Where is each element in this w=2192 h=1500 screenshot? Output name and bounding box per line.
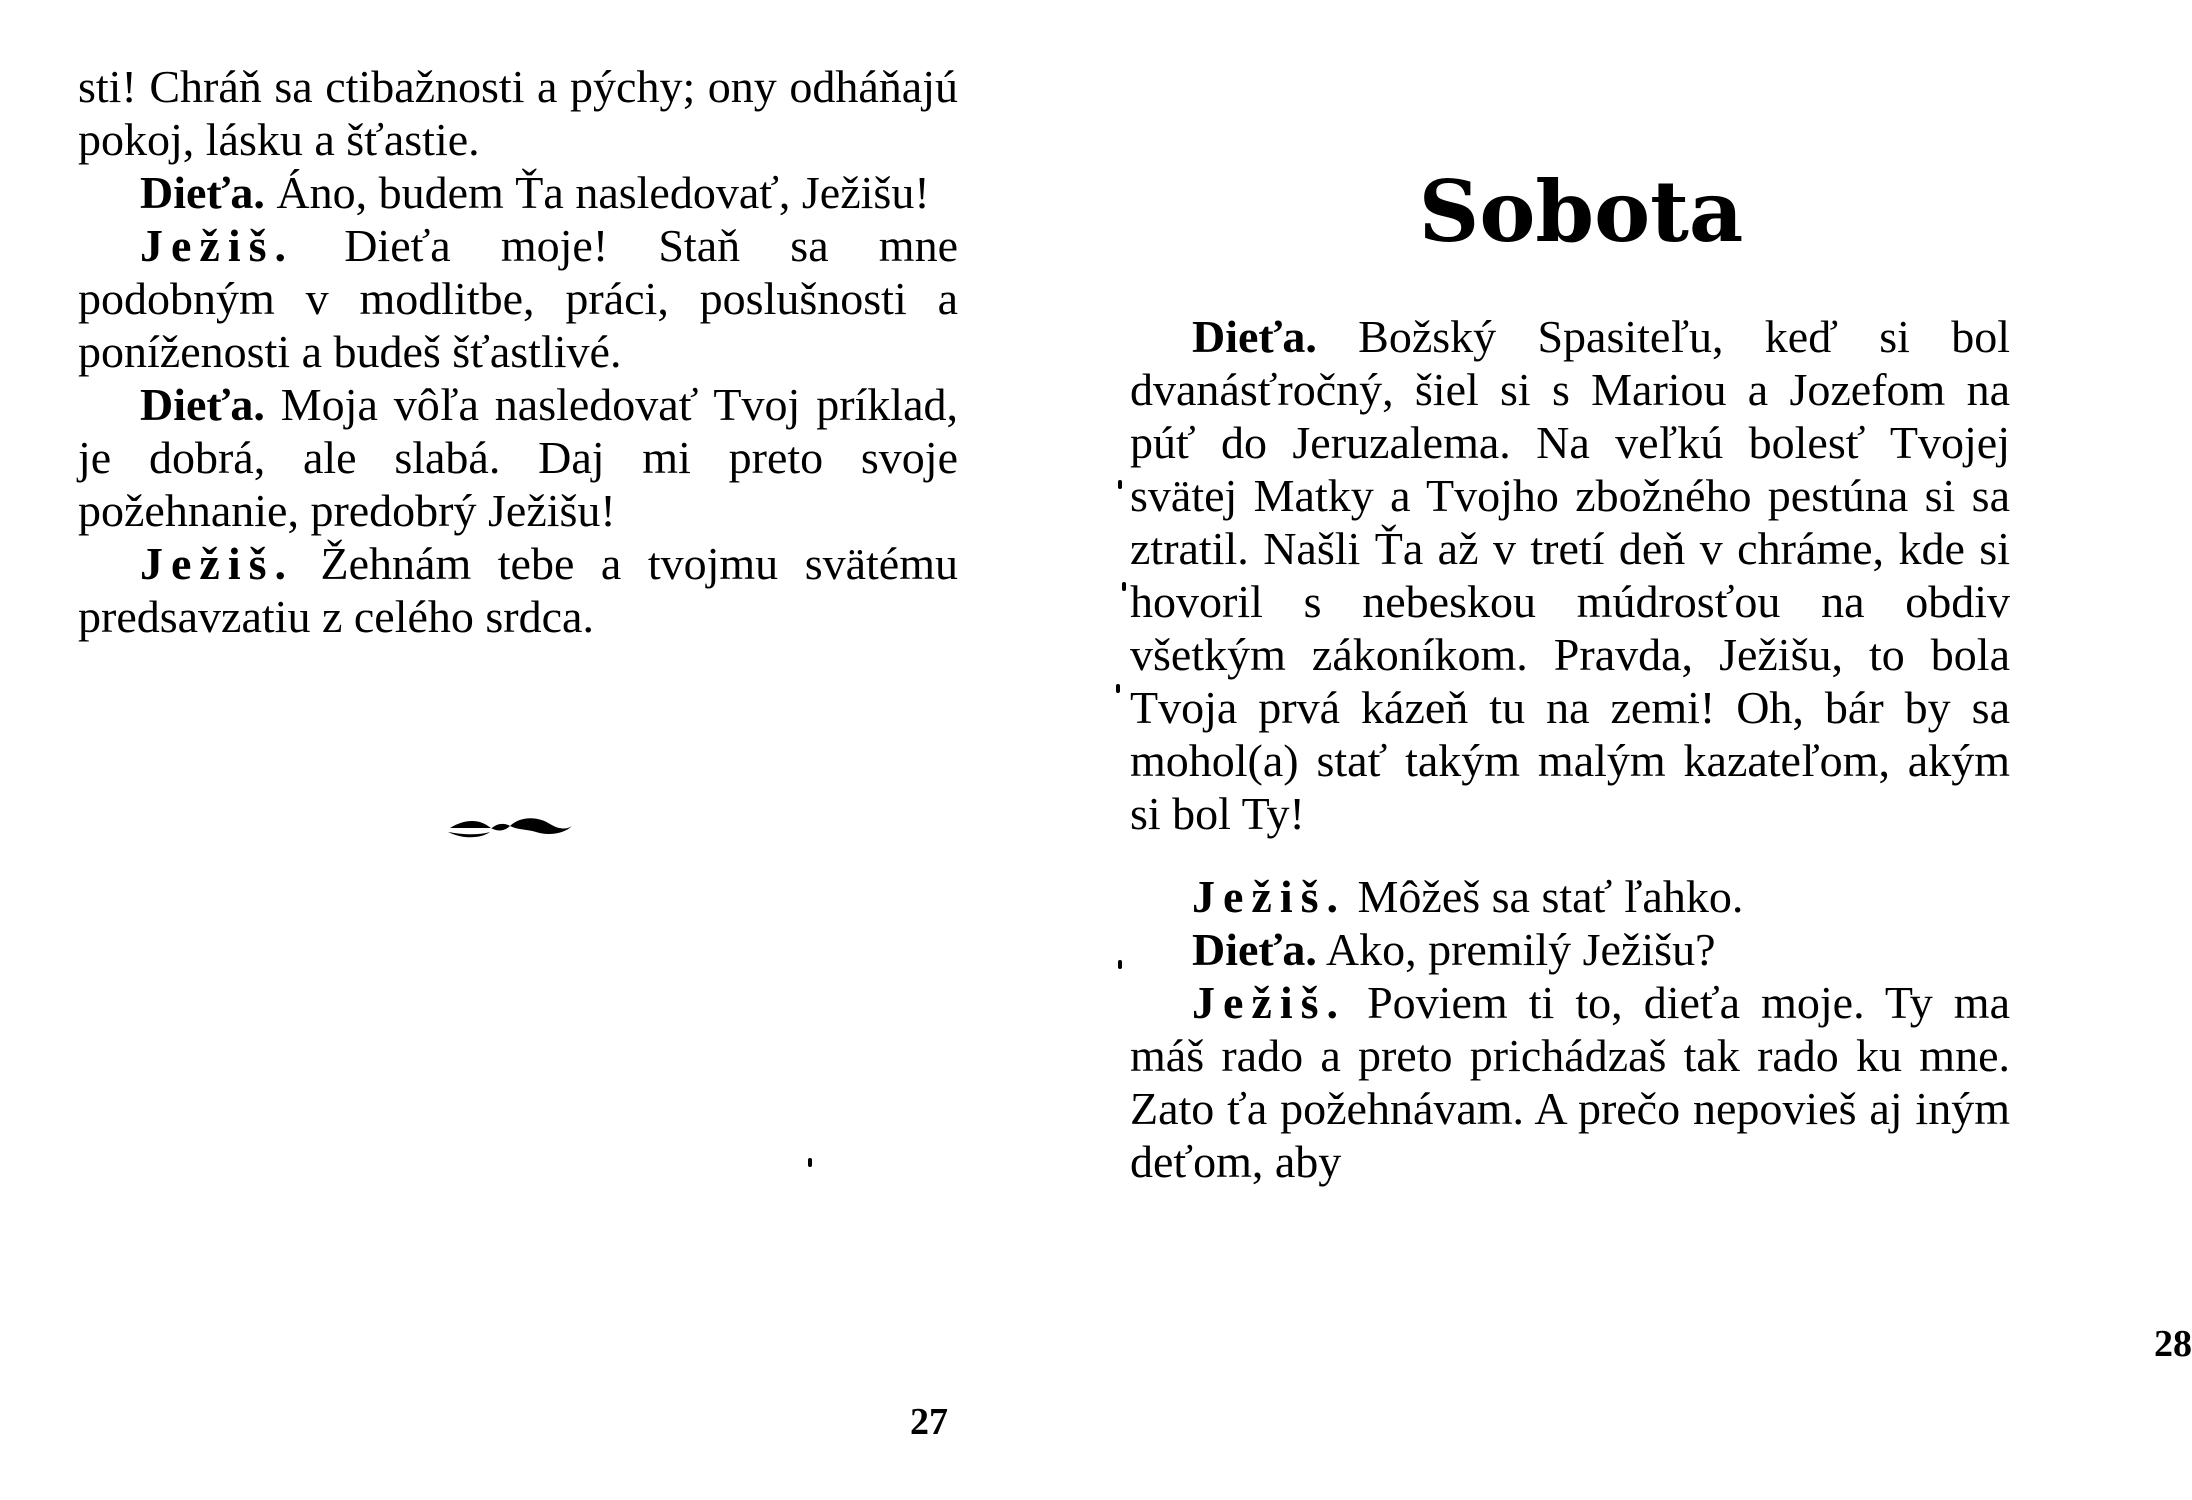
scan-speck bbox=[1116, 684, 1120, 693]
speaker-label: Dieťa. bbox=[140, 379, 265, 430]
page-title: Sobota bbox=[1418, 162, 1744, 261]
paragraph-text: Božský Spasiteľu, keď si bol dvanásťročný, šiel si s Mariou a Jozefom na púť do Jeruzalema. Na veľkú bolesť Tvojej svätej Matky a Tvojho zbožného pestúna si sa ztratil. Našli Ťa až v tretí deň v chráme, kde si hovoril s nebeskou múdrosťou na obdiv všetkým zákoníkom. Pravda, Ježišu, to bola Tvoja prvá kázeň tu na zemi! Oh, bár by sa mohol(a) stať takým malým kazateľom, akým si bol Ty! bbox=[1130, 311, 2010, 839]
paragraph-text: Poviem ti to, dieťa moje. Ty ma máš rado a preto prichádzaš tak rado ku mne. Zato ťa požehnávam. A prečo nepovieš aj iným deťom, aby bbox=[1130, 977, 2010, 1187]
paragraph bbox=[78, 537, 958, 643]
right-text-block bbox=[1130, 310, 2010, 1188]
left-page bbox=[0, 0, 1024, 1500]
scan-speck bbox=[808, 1158, 812, 1167]
left-text-block bbox=[78, 60, 958, 643]
paragraph bbox=[1130, 923, 2010, 976]
paragraph-text: Moja vôľa nasledovať Tvoj príklad, je dobrá, ale slabá. Daj mi preto svoje požehnanie, predobrý Ježišu! bbox=[78, 379, 958, 536]
ornament-flourish-icon bbox=[446, 812, 576, 842]
paragraph-text: Áno, budem Ťa nasledovať, Ježišu! bbox=[264, 167, 930, 218]
paragraph bbox=[1130, 976, 2010, 1188]
paragraph-text: Ako, premilý Ježišu? bbox=[1316, 924, 1716, 975]
speaker-label: Dieťa. bbox=[140, 167, 265, 218]
scan-speck bbox=[1122, 582, 1126, 591]
scan-speck bbox=[1118, 480, 1122, 489]
paragraph bbox=[1130, 870, 2010, 923]
paragraph-text: Dieťa moje! Staň sa mne podobným v modlitbe, práci, poslušnosti a poníženosti a budeš šťastlivé. bbox=[78, 220, 958, 377]
paragraph bbox=[78, 60, 958, 166]
paragraph bbox=[78, 219, 958, 378]
scan-speck bbox=[1118, 960, 1122, 969]
paragraph bbox=[78, 166, 958, 219]
speaker-label: Ježiš. bbox=[140, 538, 295, 589]
speaker-label: Dieťa. bbox=[1192, 311, 1317, 362]
page-number: 28 bbox=[2154, 1323, 2192, 1365]
paragraph-text: Môžeš sa stať ľahko. bbox=[1346, 871, 1744, 922]
speaker-label: Ježiš. bbox=[140, 220, 295, 271]
speaker-label: Dieťa. bbox=[1192, 924, 1317, 975]
paragraph-text: sti! Chráň sa ctibažnosti a pýchy; ony odháňajú pokoj, lásku a šťastie. bbox=[78, 61, 958, 165]
paragraph bbox=[78, 378, 958, 537]
right-page bbox=[1024, 0, 2192, 1500]
speaker-label: Ježiš. bbox=[1192, 871, 1347, 922]
page-number: 27 bbox=[910, 1401, 948, 1443]
paragraph-text: Žehnám tebe a tvojmu svätému predsavzatiu z celého srdca. bbox=[78, 538, 958, 642]
paragraph bbox=[1130, 310, 2010, 840]
speaker-label: Ježiš. bbox=[1192, 977, 1347, 1028]
